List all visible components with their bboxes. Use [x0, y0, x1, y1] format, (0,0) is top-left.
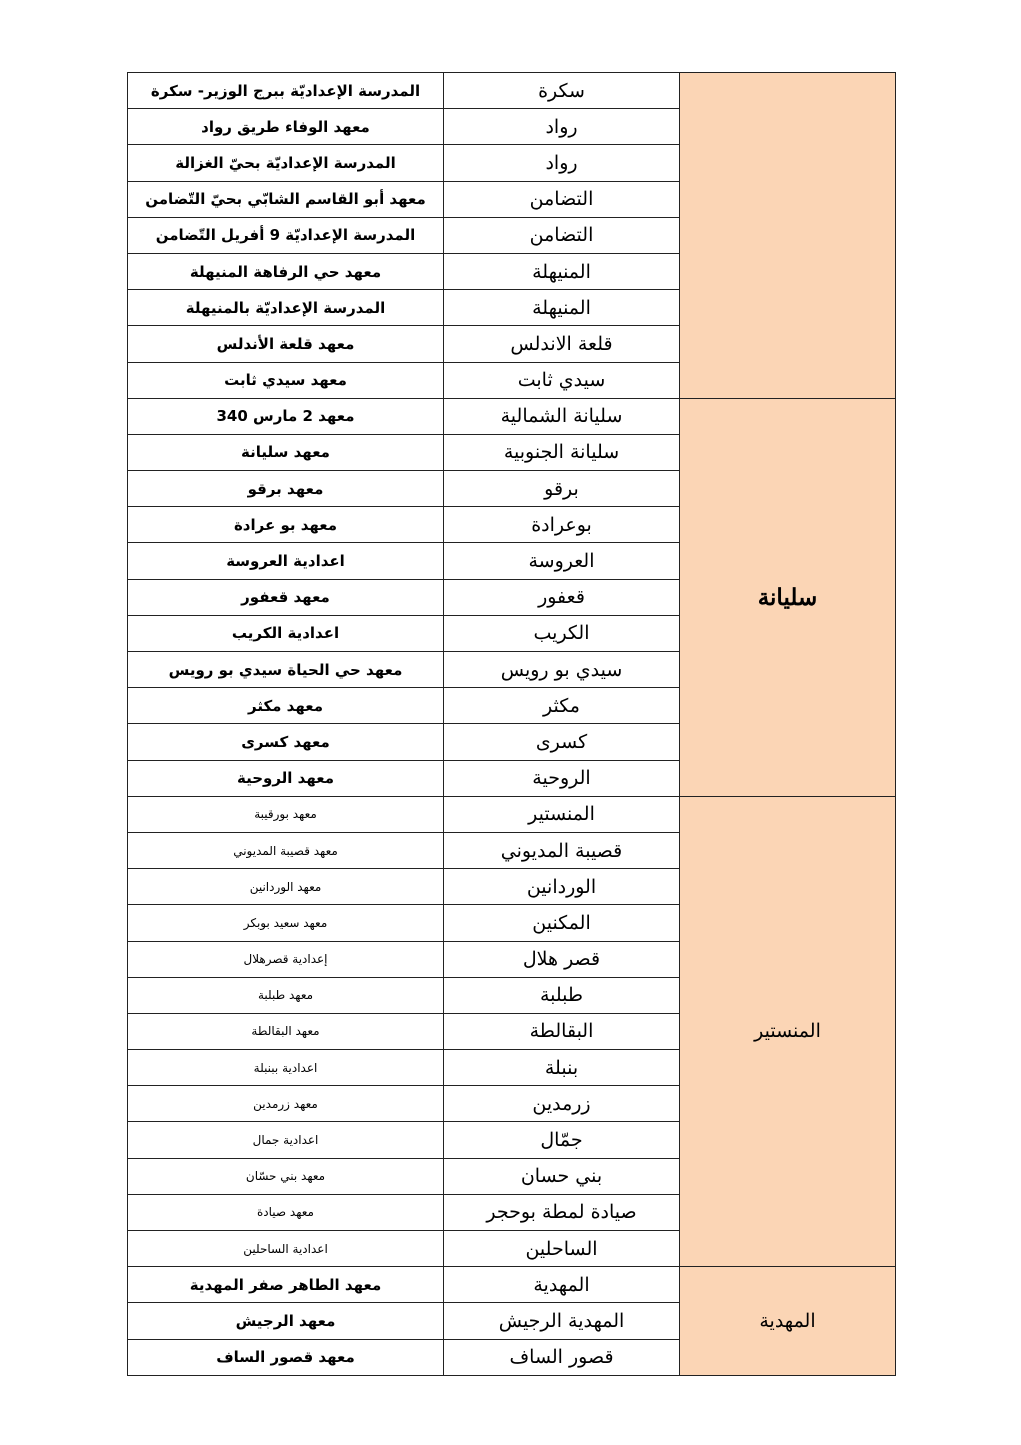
region-cell [680, 73, 896, 399]
delegation-cell: جمّال [444, 1122, 680, 1158]
school-name-cell: معهد قعفور [128, 579, 444, 615]
delegation-cell: زرمدين [444, 1086, 680, 1122]
school-name-cell: معهد حي الحياة سيدي بو رويس [128, 652, 444, 688]
school-name-cell: معهد بني حسّان [128, 1158, 444, 1194]
delegation-cell: قصر هلال [444, 941, 680, 977]
delegation-cell: سيدي ثابت [444, 362, 680, 398]
delegation-cell: بني حسان [444, 1158, 680, 1194]
school-name-cell: اعدادية الساحلين [128, 1231, 444, 1267]
school-name-cell: معهد صيادة [128, 1194, 444, 1230]
school-name-cell: اعدادية جمال [128, 1122, 444, 1158]
school-name-cell: معهد زرمدين [128, 1086, 444, 1122]
delegation-cell: صيادة لمطة بوحجر [444, 1194, 680, 1230]
delegation-cell: الكريب [444, 615, 680, 651]
region-label: سليانة [757, 583, 818, 611]
delegation-cell: قصيبة المديوني [444, 832, 680, 868]
table-row [128, 398, 896, 434]
school-name-cell: معهد سعيد بوبكر [128, 905, 444, 941]
school-name-cell: معهد مكثر [128, 688, 444, 724]
school-name-cell: المدرسة الإعداديّة بالمنيهلة [128, 290, 444, 326]
delegation-cell: التضامن [444, 181, 680, 217]
delegation-cell: التضامن [444, 217, 680, 253]
school-name-cell: معهد 2 مارس 340 [128, 398, 444, 434]
table-row [128, 1267, 896, 1303]
delegation-cell: مكثر [444, 688, 680, 724]
school-name-cell: معهد بو عرادة [128, 507, 444, 543]
school-name-cell: معهد البقالطة [128, 1013, 444, 1049]
school-name-cell: معهد سيدي ثابت [128, 362, 444, 398]
school-name-cell: المدرسة الإعداديّة ببرج الوزير- سكرة [128, 73, 444, 109]
school-name-cell: اعدادية العروسة [128, 543, 444, 579]
delegation-cell: قعفور [444, 579, 680, 615]
school-name-cell: معهد الوفاء طريق رواد [128, 109, 444, 145]
delegation-cell: الوردانين [444, 869, 680, 905]
delegation-cell: المهدية الرجيش [444, 1303, 680, 1339]
school-name-cell: معهد قلعة الأندلس [128, 326, 444, 362]
region-cell [680, 796, 896, 1266]
delegation-cell: المكنين [444, 905, 680, 941]
delegation-cell: بوعرادة [444, 507, 680, 543]
school-name-cell: معهد قصيبة المديوني [128, 832, 444, 868]
table-row [128, 796, 896, 832]
school-name-cell: معهد حي الرفاهة المنيهلة [128, 253, 444, 289]
school-name-cell: اعدادية الكريب [128, 615, 444, 651]
delegation-cell: رواد [444, 109, 680, 145]
school-name-cell: معهد كسرى [128, 724, 444, 760]
region-cell [680, 1267, 896, 1376]
table-row [128, 73, 896, 109]
delegation-cell: البقالطة [444, 1013, 680, 1049]
delegation-cell: سليانة الجنوبية [444, 434, 680, 470]
delegation-cell: برقو [444, 471, 680, 507]
delegation-cell: رواد [444, 145, 680, 181]
region-cell [680, 398, 896, 796]
school-name-cell: معهد أبو القاسم الشابّي بحيّ التّضامن [128, 181, 444, 217]
delegation-cell: سكرة [444, 73, 680, 109]
delegation-cell: قصور الساف [444, 1339, 680, 1375]
school-name-cell: معهد الوردانين [128, 869, 444, 905]
delegation-cell: سيدي بو رويس [444, 652, 680, 688]
regions-table [127, 72, 896, 1376]
school-name-cell: معهد قصور الساف [128, 1339, 444, 1375]
region-label: المنستير [754, 1020, 821, 1043]
delegation-cell: بنبلة [444, 1050, 680, 1086]
school-name-cell: معهد طبلبة [128, 977, 444, 1013]
delegation-cell: الساحلين [444, 1231, 680, 1267]
school-name-cell: معهد الطاهر صفر المهدية [128, 1267, 444, 1303]
delegation-cell: المنستير [444, 796, 680, 832]
school-name-cell: معهد الروحية [128, 760, 444, 796]
delegation-cell: المنيهلة [444, 253, 680, 289]
school-name-cell: المدرسة الإعداديّة 9 أفريل التّضامن [128, 217, 444, 253]
school-name-cell: معهد الرجيش [128, 1303, 444, 1339]
school-name-cell: إعدادية قصرهلال [128, 941, 444, 977]
delegation-cell: طبلبة [444, 977, 680, 1013]
table-body [128, 73, 896, 1376]
delegation-cell: المنيهلة [444, 290, 680, 326]
delegation-cell: سليانة الشمالية [444, 398, 680, 434]
school-name-cell: المدرسة الإعداديّة بحيّ الغزالة [128, 145, 444, 181]
region-label: المهدية [759, 1309, 816, 1332]
delegation-cell: قلعة الاندلس [444, 326, 680, 362]
delegation-cell: كسرى [444, 724, 680, 760]
school-name-cell: معهد سليانة [128, 434, 444, 470]
school-name-cell: معهد برقو [128, 471, 444, 507]
delegation-cell: المهدية [444, 1267, 680, 1303]
school-name-cell: اعدادية ببنبلة [128, 1050, 444, 1086]
school-name-cell: معهد بورقيبة [128, 796, 444, 832]
delegation-cell: الروحية [444, 760, 680, 796]
delegation-cell: العروسة [444, 543, 680, 579]
